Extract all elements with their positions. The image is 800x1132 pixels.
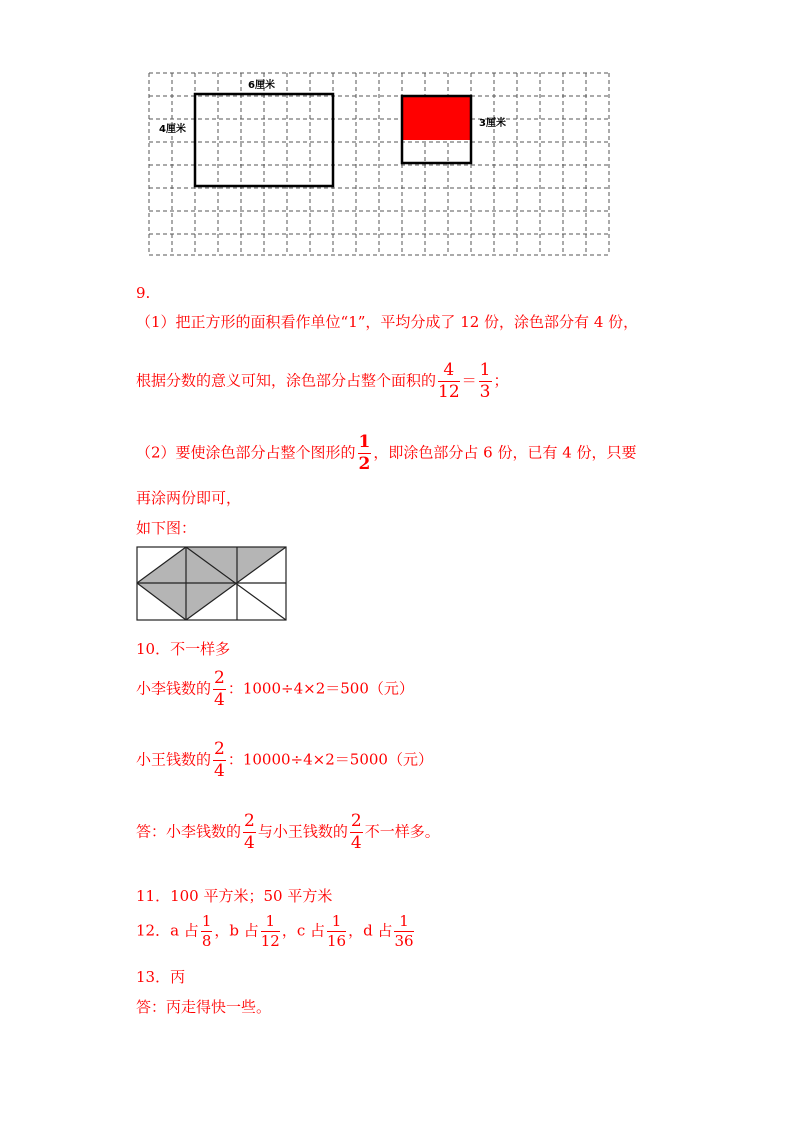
q9-number: 9. <box>136 284 151 302</box>
q12-line <box>136 914 416 949</box>
q10-answer-suffix: 不一样多。 <box>364 822 440 841</box>
label-left: 4厘米 <box>159 124 186 135</box>
triangle-figure <box>134 544 290 624</box>
dashed-grid <box>149 73 609 255</box>
fraction-2-4: $\frac{2}{4}$ <box>350 811 362 853</box>
fraction-4-12: $\frac{4}{12}$ <box>438 360 460 402</box>
q13-header: 13．丙 <box>136 968 186 986</box>
q10-wang-prefix: 小王钱数的 <box>136 750 212 769</box>
fraction-2-4: $\frac{2}{4}$ <box>214 739 225 781</box>
q9-line3-suffix: ，即涂色部分占 6 份，已有 4 份，只要 <box>373 443 637 462</box>
label-right: 3厘米 <box>479 118 506 129</box>
q11-text: 11．100 平方米；50 平方米 <box>136 887 333 905</box>
q10-answer-mid: 与小王钱数的 <box>257 822 348 841</box>
fraction-1-36: $\frac{1}{36}$ <box>394 912 414 950</box>
fraction-1-8: $\frac{1}{8}$ <box>201 912 212 950</box>
q9-line1: （1）把正方形的面积看作单位“1”，平均分成了 12 份，涂色部分有 4 份， <box>136 313 639 331</box>
q9-line2-prefix: 根据分数的意义可知，涂色部分占整个面积的 <box>136 371 437 390</box>
q10-answer-line <box>136 813 440 852</box>
q10-li-prefix: 小李钱数的 <box>136 679 212 698</box>
q9-line4: 再涂两份即可， <box>136 489 242 507</box>
q9-line2-suffix: ； <box>493 371 509 390</box>
label-top: 6厘米 <box>248 80 275 91</box>
q9-line3 <box>136 434 637 473</box>
grid-figure <box>140 66 610 262</box>
q10-header: 10．不一样多 <box>136 640 231 658</box>
q12-c-label: ，c 占 <box>281 921 325 940</box>
fraction-2-4: $\frac{2}{4}$ <box>244 811 255 853</box>
fraction-1-3: $\frac{1}{3}$ <box>479 360 491 402</box>
fraction-1-16: $\frac{1}{16}$ <box>327 912 347 950</box>
q12-d-label: ，d 占 <box>348 921 393 940</box>
fraction-1-12: $\frac{1}{12}$ <box>260 912 280 950</box>
q9-line5: 如下图： <box>136 519 197 537</box>
q10-li-line <box>136 670 414 709</box>
shaded-area <box>402 96 470 140</box>
q9-line3-prefix: （2）要使涂色部分占整个图形的 <box>136 443 356 462</box>
equals-sign: ＝ <box>461 371 477 390</box>
q10-wang-suffix: ：10000÷4×2＝5000（元） <box>227 750 433 769</box>
q10-wang-line <box>136 741 433 780</box>
q10-answer-prefix: 答：小李钱数的 <box>136 822 242 841</box>
q13-answer: 答：丙走得快一些。 <box>136 998 272 1016</box>
q12-b-label: ，b 占 <box>214 921 259 940</box>
q12-prefix: 12．a 占 <box>136 921 199 940</box>
fraction-1-2: $\frac{1}{2}$ <box>358 432 371 474</box>
q10-li-suffix: ：1000÷4×2＝500（元） <box>227 679 414 698</box>
q9-line2 <box>136 362 509 401</box>
fraction-2-4: $\frac{2}{4}$ <box>214 668 225 710</box>
